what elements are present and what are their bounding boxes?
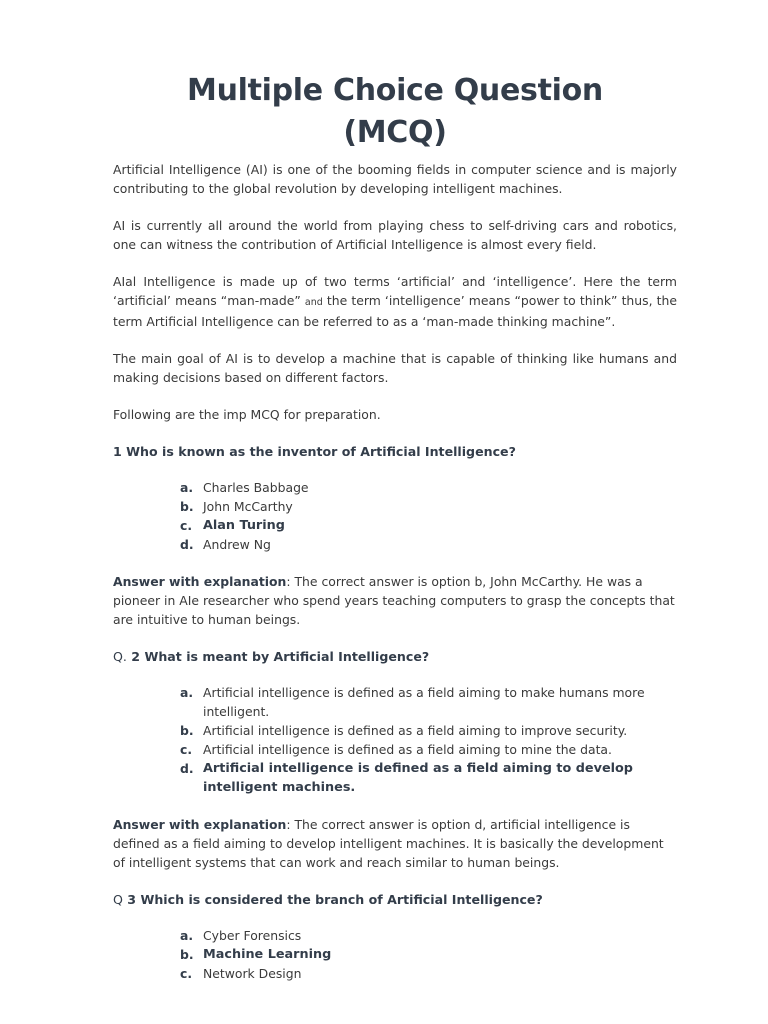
question-1-options [113,478,677,554]
option-letter: b. [180,723,194,738]
page-title [113,70,677,154]
question-2-options [113,683,677,797]
option-item [180,721,677,740]
para3-text-after: the term ‘intelligence’ means “power to think” thus, the term Artificial Intelligence can be referred to as a ‘man-made thinking machine”. [113,293,677,329]
intro-paragraph-5: Following are the imp MCQ for preparation. [113,407,381,422]
answer-text: : The correct answer is option b, John McCarthy. He was a pioneer in AIe researcher who spend years teaching computers to grasp the concepts that are intuitive to human beings. [113,574,675,627]
option-text: Andrew Ng [203,537,271,552]
option-item [180,683,677,721]
option-item [180,478,677,497]
question-text: 3 Which is considered the branch of Artificial Intelligence? [122,892,543,907]
option-item [180,535,677,554]
answer-lead: Answer with explanation [113,817,287,832]
option-letter: a. [180,685,194,700]
question-1-heading [113,442,677,461]
option-letter: a. [180,928,194,943]
question-2-heading [113,647,677,666]
question-1-answer [113,572,677,629]
option-text: Machine Learning [203,947,332,962]
answer-text: : The correct answer is option d, artificial intelligence is defined as a field aiming to develop intelligent machines. It is basically the development of intelligent systems that can work and reach similar to human beings. [113,817,664,870]
intro-paragraph-3 [113,272,677,331]
intro-paragraph-2: AI is currently all around the world from playing chess to self-driving cars and robotics, one can witness the contribution of Artificial Intelligence is almost every field. [113,218,677,252]
option-text: Cyber Forensics [203,928,302,943]
option-letter: d. [180,537,194,552]
intro-paragraph-1: Artificial Intelligence (AI) is one of the booming fields in computer science and is majorly contributing to the global revolution by developing intelligent machines. [113,162,677,196]
option-item [180,497,677,516]
question-prefix: Q. [113,649,127,664]
option-text: John McCarthy [203,499,293,514]
option-item [180,926,677,945]
option-item [180,964,677,983]
option-text: Charles Babbage [203,480,309,495]
option-letter: c. [180,742,193,757]
option-text: Artificial intelligence is defined as a field aiming to mine the data. [203,742,612,757]
question-text: 2 What is meant by Artificial Intelligence? [126,649,430,664]
option-letter: d. [180,761,194,776]
intro-paragraph-4: The main goal of AI is to develop a machine that is capable of thinking like humans and making decisions based on different factors. [113,351,677,385]
para3-small-word: and [304,297,323,308]
option-letter: b. [180,499,194,514]
option-item-highlighted [180,759,677,797]
option-item-highlighted [180,516,677,535]
option-item-highlighted [180,945,677,964]
title-line-1: Multiple Choice Question [187,73,603,108]
option-text: Artificial intelligence is defined as a field aiming to develop intelligent machines. [203,761,633,795]
option-letter: c. [180,966,193,981]
option-text: Artificial intelligence is defined as a field aiming to make humans more intelligent. [203,685,645,719]
option-letter: b. [180,947,194,962]
option-text: Network Design [203,966,302,981]
question-2-answer [113,815,677,872]
question-prefix: Q [113,892,123,907]
option-item [180,740,677,759]
option-text: Alan Turing [203,518,285,533]
para3-text-before: AIal Intelligence is made up of two terms ‘artificial’ and ‘intelligence’. Here the term ‘artificial’ means “man-made” [113,274,677,308]
answer-lead: Answer with explanation [113,574,287,589]
question-3-heading [113,890,677,909]
option-letter: a. [180,480,194,495]
question-text: 1 Who is known as the inventor of Artificial Intelligence? [113,444,516,459]
option-text: Artificial intelligence is defined as a field aiming to improve security. [203,723,628,738]
title-line-2: (MCQ) [343,115,447,150]
option-letter: c. [180,518,193,533]
question-3-options [113,926,677,983]
